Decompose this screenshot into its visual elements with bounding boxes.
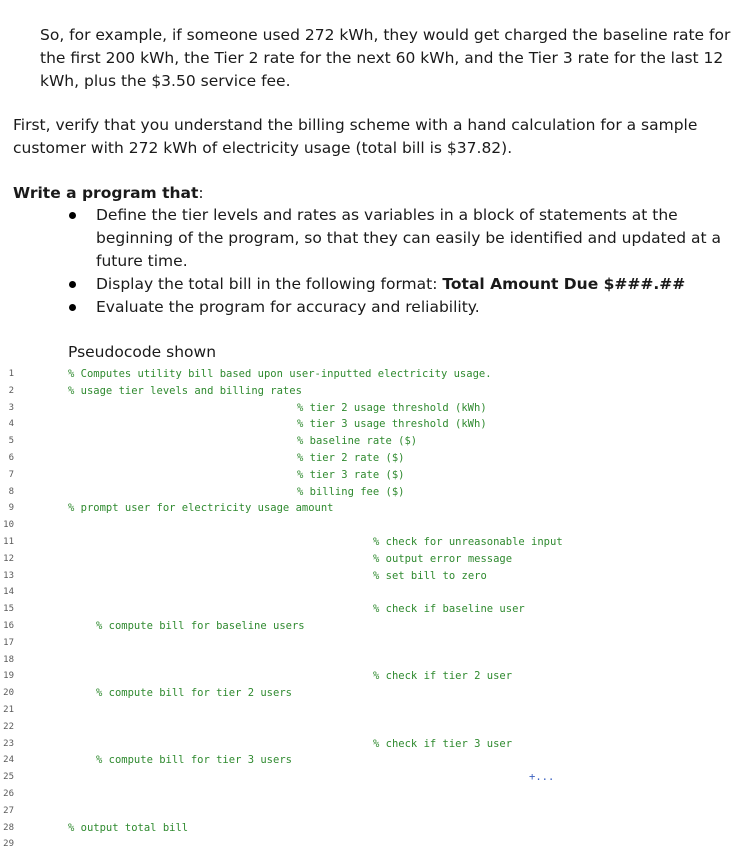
- line-number: 11: [3, 536, 14, 547]
- line-number: 1: [8, 369, 14, 379]
- code-line: [0, 736, 754, 753]
- write-heading-colon: :: [198, 184, 204, 202]
- line-number: 10: [3, 520, 14, 531]
- line-number: 3: [8, 402, 14, 413]
- list-item: [96, 296, 736, 319]
- code-comment: % check if tier 3 user: [373, 737, 513, 750]
- code-line: [0, 400, 754, 417]
- line-number: 9: [8, 503, 14, 514]
- line-number: 8: [8, 486, 14, 497]
- code-line: [0, 416, 754, 433]
- line-number: 26: [3, 788, 14, 799]
- code-line: [0, 551, 754, 568]
- bullet-icon: [69, 304, 76, 311]
- code-comment: % Computes utility bill based upon user-inputted electricity usage.: [68, 368, 492, 380]
- code-line: [0, 668, 754, 685]
- code-listing: [0, 366, 754, 853]
- line-number: 23: [3, 738, 14, 749]
- bullet-icon: [69, 212, 76, 219]
- line-number: 20: [3, 688, 14, 699]
- example-paragraph: So, for example, if someone used 272 kWh, they would get charged the baseline rate for the first 200 kWh, the Tier 2 rate for the next 60 kWh, and the Tier 3 rate for the last 12 kWh, plus the $3.50 service fee.: [40, 26, 731, 90]
- code-line: [0, 769, 754, 786]
- code-line: [0, 820, 754, 837]
- pseudocode-title: Pseudocode shown: [68, 343, 217, 361]
- line-number: 12: [3, 553, 14, 564]
- requirement-text: Display the total bill in the following format:: [96, 275, 443, 293]
- line-number: 22: [3, 721, 14, 732]
- line-number: 7: [8, 469, 14, 480]
- code-comment: +...: [529, 771, 555, 784]
- code-line: [0, 702, 754, 719]
- code-line: [0, 652, 754, 669]
- code-comment: % tier 3 usage threshold (kWh): [297, 418, 487, 431]
- code-line: [0, 568, 754, 585]
- line-number: 21: [3, 704, 14, 715]
- requirement-text: Evaluate the program for accuracy and reliability.: [96, 298, 480, 316]
- line-number: 13: [3, 570, 14, 581]
- line-number: 18: [3, 654, 14, 665]
- line-number: 16: [3, 620, 14, 631]
- line-number: 17: [3, 637, 14, 648]
- code-line: [0, 450, 754, 467]
- code-line: [0, 534, 754, 551]
- write-heading-text: Write a program that: [13, 184, 199, 202]
- code-line: [0, 786, 754, 803]
- line-number: 27: [3, 805, 14, 816]
- code-line: [0, 618, 754, 635]
- code-comment: % check if tier 2 user: [373, 670, 513, 683]
- verify-paragraph: First, verify that you understand the billing scheme with a hand calculation for a sample customer with 272 kWh of electricity usage (total bill is $37.82).: [13, 116, 698, 157]
- line-number: 4: [8, 419, 14, 430]
- code-line: [0, 366, 754, 383]
- code-comment: % compute bill for tier 2 users: [96, 687, 292, 700]
- code-comment: % output total bill: [68, 821, 189, 834]
- code-line: [0, 433, 754, 450]
- code-line: [0, 467, 754, 484]
- code-line: [0, 584, 754, 601]
- bullet-icon: [69, 281, 76, 288]
- code-line: [0, 803, 754, 820]
- requirements-list: [96, 204, 736, 319]
- code-comment: % output error message: [373, 552, 513, 565]
- line-number: 2: [8, 385, 14, 396]
- line-number: 28: [3, 822, 14, 833]
- code-line: [0, 500, 754, 517]
- line-number: 6: [8, 452, 14, 463]
- line-number: 15: [3, 604, 14, 615]
- code-line: [0, 484, 754, 501]
- code-comment: % tier 2 rate ($): [297, 451, 405, 464]
- output-format: Total Amount Due $###.##: [442, 275, 686, 293]
- code-line: [0, 719, 754, 736]
- list-item: [96, 273, 736, 296]
- line-number: 19: [3, 671, 14, 682]
- code-line: [0, 601, 754, 618]
- requirement-text: Define the tier levels and rates as variables in a block of statements at the beginning of the program, so that they can easily be identified and updated at a future time.: [96, 206, 722, 270]
- code-line: [0, 752, 754, 769]
- line-number: 29: [3, 839, 14, 850]
- write-program-heading: [13, 182, 204, 205]
- code-comment: % baseline rate ($): [297, 435, 418, 448]
- code-comment: % tier 2 usage threshold (kWh): [297, 401, 487, 414]
- line-number: 14: [3, 587, 14, 598]
- code-comment: % compute bill for tier 3 users: [96, 754, 292, 767]
- code-line: [0, 685, 754, 702]
- code-line: [0, 517, 754, 534]
- code-comment: % tier 3 rate ($): [297, 468, 405, 481]
- code-line: [0, 836, 754, 853]
- line-number: 24: [3, 755, 14, 766]
- code-comment: % compute bill for baseline users: [96, 619, 305, 632]
- code-comment: % prompt user for electricity usage amount: [68, 502, 334, 515]
- code-line: [0, 383, 754, 400]
- list-item: [96, 204, 736, 273]
- code-comment: % set bill to zero: [373, 569, 487, 582]
- code-comment: % check if baseline user: [373, 603, 525, 616]
- line-number: 25: [3, 772, 14, 783]
- code-comment: % usage tier levels and billing rates: [68, 384, 302, 397]
- code-comment: % check for unreasonable input: [373, 535, 563, 548]
- code-line: [0, 635, 754, 652]
- code-comment: % billing fee ($): [297, 485, 405, 498]
- line-number: 5: [8, 436, 14, 447]
